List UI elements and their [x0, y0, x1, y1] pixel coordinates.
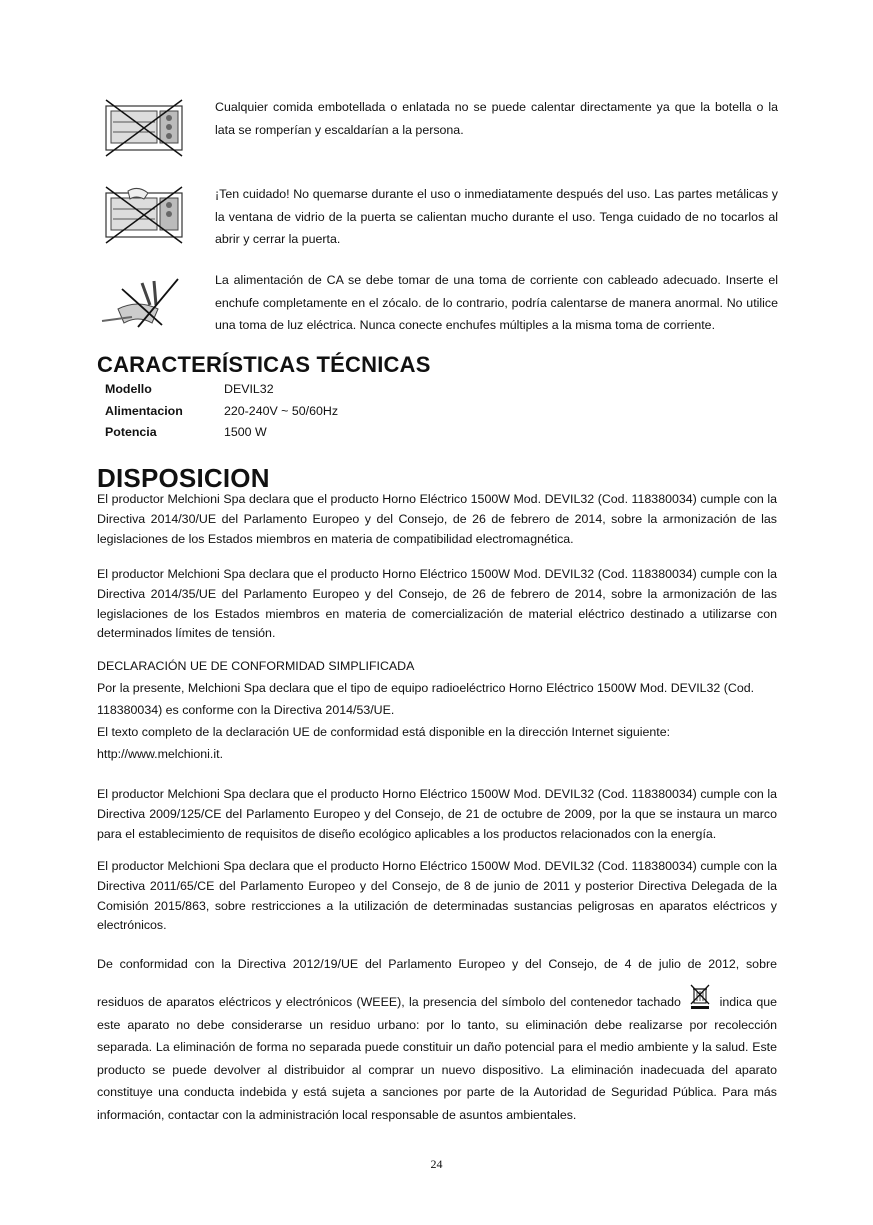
spec-row — [105, 379, 338, 401]
disposal-heading: DISPOSICION — [97, 463, 270, 493]
specs-table — [105, 379, 338, 444]
paragraph-text: De conformidad con la Directiva 2012/19/UE del Parlamento Europeo y del Consejo, de 4 de julio de 2012, sobre — [97, 957, 777, 971]
weee-paragraph — [97, 953, 777, 1126]
warning-text: Cualquier comida embotellada o enlatada no se puede calentar directamente ya que la botella o la lata se romperían y escaldarían a la persona. — [215, 100, 778, 137]
page-number: 24 — [430, 1157, 443, 1171]
paragraph-text: indica que este aparato no debe considerarse un residuo urbano: por lo tanto, su eliminación debe realizarse por recolección separada. La eliminación de forma no separada puede constituir un daño potencial para el medio ambiente y la salud. Este producto se puede devolver al distribuidor al comprar un nuevo dispositivo. La eliminación inadecuada del aparato constituye una conducta indebida y está sujeta a sanciones por parte de la Autoridad de Seguridad Pública. Para más información, contactar con la administración local responsable de asuntos ambientales. — [97, 995, 777, 1122]
paragraph-text: El productor Melchioni Spa declara que el producto Horno Eléctrico 1500W Mod. DEVIL32 (Cod. 118380034) cumple con la Directiva 2014/35/UE del Parlamento Europeo y del Consejo, de 26 de febrero de 2014, sobre la armonización de las legislaciones de los Estados miembros en materia de comercialización de material eléctrico destinado a utilizarse con determinados límites de tensión. — [97, 567, 777, 641]
simplified-declaration — [97, 655, 777, 765]
spec-label: Modello — [105, 382, 152, 396]
paragraph-text: El productor Melchioni Spa declara que el producto Horno Eléctrico 1500W Mod. DEVIL32 (Cod. 118380034) cumple con la Directiva 2011/65/CE del Parlamento Europeo y del Consejo, de 8 de junio de 2011 y posterior Directiva Delegada de la Comisión 2015/863, sobre restricciones a la utilización de determinadas sustancias peligrosas en aparatos eléctricos y electrónicos. — [97, 859, 777, 933]
spec-value: 220-240V ~ 50/60Hz — [224, 403, 339, 418]
spec-label: Potencia — [105, 425, 157, 440]
crossed-out-bin-icon — [689, 984, 711, 1010]
paragraph-text: El productor Melchioni Spa declara que el producto Horno Eléctrico 1500W Mod. DEVIL32 (Cod. 118380034) cumple con la Directiva 2009/125/CE del Parlamento Europeo y del Consejo, de 21 de octubre de 2009, por la que se instaura un marco para el establecimiento de requisitos de diseño ecológico aplicables a los productos relacionados con la energía. — [97, 787, 777, 841]
declaration-text: Por la presente, Melchioni Spa declara que el tipo de equipo radioeléctrico Horno Eléctrico 1500W Mod. DEVIL32 (Cod. 118380034) es conforme con la Directiva 2014/53/UE. — [97, 681, 755, 717]
declaration-title: DECLARACIÓN UE DE CONFORMIDAD SIMPLIFICADA — [97, 659, 415, 673]
declaration-url: http://www.melchioni.it. — [97, 747, 224, 761]
directive-lvd-paragraph — [97, 565, 777, 644]
paragraph-text: residuos de aparatos eléctricos y electrónicos (WEEE), la presencia del símbolo del contenedor tachado — [97, 995, 681, 1009]
spec-value: DEVIL32 — [224, 382, 274, 396]
spec-value: 1500 W — [224, 425, 267, 440]
paragraph-text — [97, 984, 777, 1126]
warning-text: La alimentación de CA se debe tomar de una toma de corriente con cableado adecuado. Inserte el enchufe completamente en el zócalo. de lo contrario, podría calentarse de manera anormal. No utilice una toma de luz eléctrica. Nunca conecte enchufes múltiples a la misma toma de corriente. — [215, 273, 778, 332]
directive-emc-paragraph — [97, 490, 777, 549]
warning-text: ¡Ten cuidado! No quemarse durante el uso o inmediatamente después del uso. Las partes metálicas y la ventana de vidrio de la puerta se calientan mucho durante el uso. Tenga cuidado de no tocarlos al abrir y cerrar la puerta. — [215, 187, 778, 246]
hot-surface-warning-icon — [98, 183, 188, 245]
directive-rohs-paragraph — [97, 857, 777, 936]
spec-row — [105, 401, 338, 423]
bottled-food-warning-icon — [98, 96, 188, 158]
paragraph-text: El productor Melchioni Spa declara que el producto Horno Eléctrico 1500W Mod. DEVIL32 (Cod. 118380034) cumple con la Directiva 2014/30/UE del Parlamento Europeo y del Consejo, de 26 de febrero de 2014, sobre la armonización de las legislaciones de los Estados miembros en materia de compatibilidad electromagnética. — [97, 492, 777, 546]
directive-ecodesign-paragraph — [97, 785, 777, 844]
plug-warning-icon — [98, 269, 188, 331]
specs-heading: CARACTERÍSTICAS TÉCNICAS — [97, 352, 431, 377]
spec-row — [105, 422, 338, 444]
declaration-text: El texto completo de la declaración UE de conformidad está disponible en la dirección Internet siguiente: — [97, 725, 671, 739]
spec-label: Alimentacion — [105, 403, 183, 418]
